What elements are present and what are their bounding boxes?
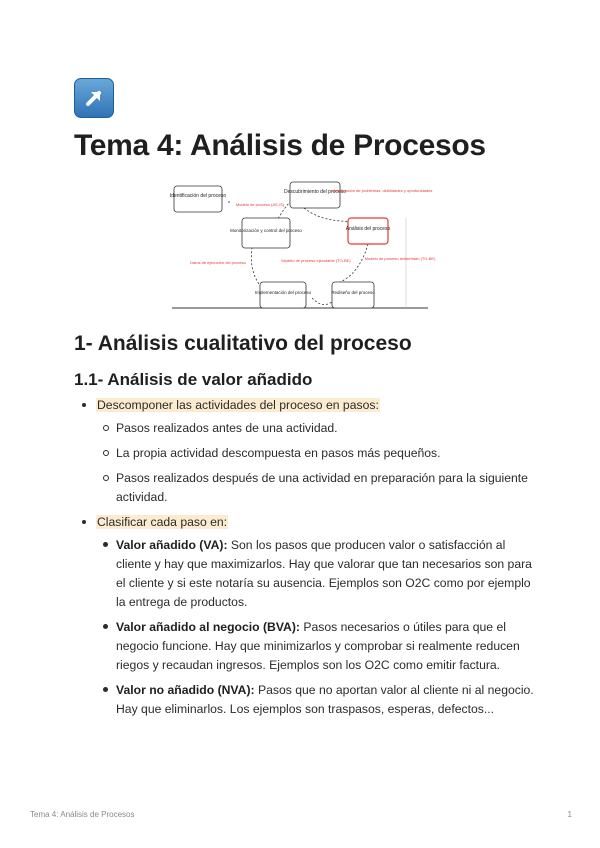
list-item <box>96 396 534 507</box>
diagram-annotation: Identificación de problemas, debilidades y oportunidades <box>331 188 433 193</box>
list-item: Pasos realizados después de una actividad en preparación para la siguiente actividad. <box>116 469 534 507</box>
highlighted-text: Clasificar cada paso en: <box>97 515 228 529</box>
term-description: Pasos necesarios o útiles para que el negocio funcione. Hay que minimizarlos y comprobar si realmente reducen riegos y recaudan ingresos. Ejemplos son los O2C como emitir factura. <box>116 620 520 672</box>
diagram-annotation: Datos de ejecución del proceso <box>190 260 246 265</box>
diagram-box-label: Descubrimiento del proceso <box>284 189 346 195</box>
term-description: Pasos que no aportan valor al cliente ni al negocio. Hay que eliminarlos. Los ejemplos son traspasos, esperas, defectos... <box>116 683 534 716</box>
bullet-list <box>74 396 534 719</box>
diagram-annotation: Modelo de proceso ejecutable (TO-BE) <box>281 258 351 263</box>
diagram-box-label: Identificación del proceso <box>169 193 227 199</box>
list-item: La propia actividad descompuesta en pasos más pequeños. <box>116 444 534 463</box>
diagram-box-monitoring <box>242 218 290 248</box>
page-content <box>74 78 534 725</box>
list-item: Pasos realizados antes de una actividad. <box>116 419 534 438</box>
term-va: Valor añadido (VA): <box>116 538 228 552</box>
list-item <box>96 513 534 719</box>
diagram-annotation: Modelo de proceso (AS-IS) <box>235 202 285 207</box>
term-nva: Valor no añadido (NVA): <box>116 683 255 697</box>
term-bva: Valor añadido al negocio (BVA): <box>116 620 300 634</box>
list-item <box>116 618 534 675</box>
page-number: 1 <box>567 810 572 819</box>
up-right-arrow-icon <box>74 78 114 118</box>
footer-title: Tema 4: Análisis de Procesos <box>30 810 135 819</box>
diagram-box-label: Implementación del proceso <box>254 290 312 295</box>
page-title: Tema 4: Análisis de Procesos <box>74 129 486 162</box>
diagram-box-discovery <box>290 182 340 208</box>
term-description: Son los pasos que producen valor o satisfacción al cliente y hay que maximizarlos. Hay que valorar que tan necesarios son para el cliente y si este notaría su ausencia. Ejemplos son O2C como por ejemplo la entrega de productos. <box>116 538 532 609</box>
diagram-annotation: Modelo de proceso rediseñado (TO-BE) <box>364 256 436 261</box>
diagram-box-identification <box>174 186 222 212</box>
section-heading-1-1: 1.1- Análisis de valor añadido <box>74 370 313 389</box>
diagram-box-label: Rediseño del proceso <box>331 290 375 295</box>
sub-list <box>96 419 534 507</box>
highlighted-text: Descomponer las actividades del proceso en pasos: <box>97 398 379 412</box>
list-item <box>116 536 534 612</box>
diagram-box-label: Monitorización y control del proceso <box>230 228 302 233</box>
list-item <box>116 681 534 719</box>
diagram-box-redesign <box>332 282 374 308</box>
diagram-box-implementation <box>260 282 306 308</box>
diagram-box-label: Análisis del proceso <box>345 226 391 232</box>
page-footer <box>30 810 572 819</box>
section-heading-1: 1- Análisis cualitativo del proceso <box>74 332 412 355</box>
sub-list <box>96 536 534 719</box>
bpm-lifecycle-diagram <box>169 178 436 310</box>
